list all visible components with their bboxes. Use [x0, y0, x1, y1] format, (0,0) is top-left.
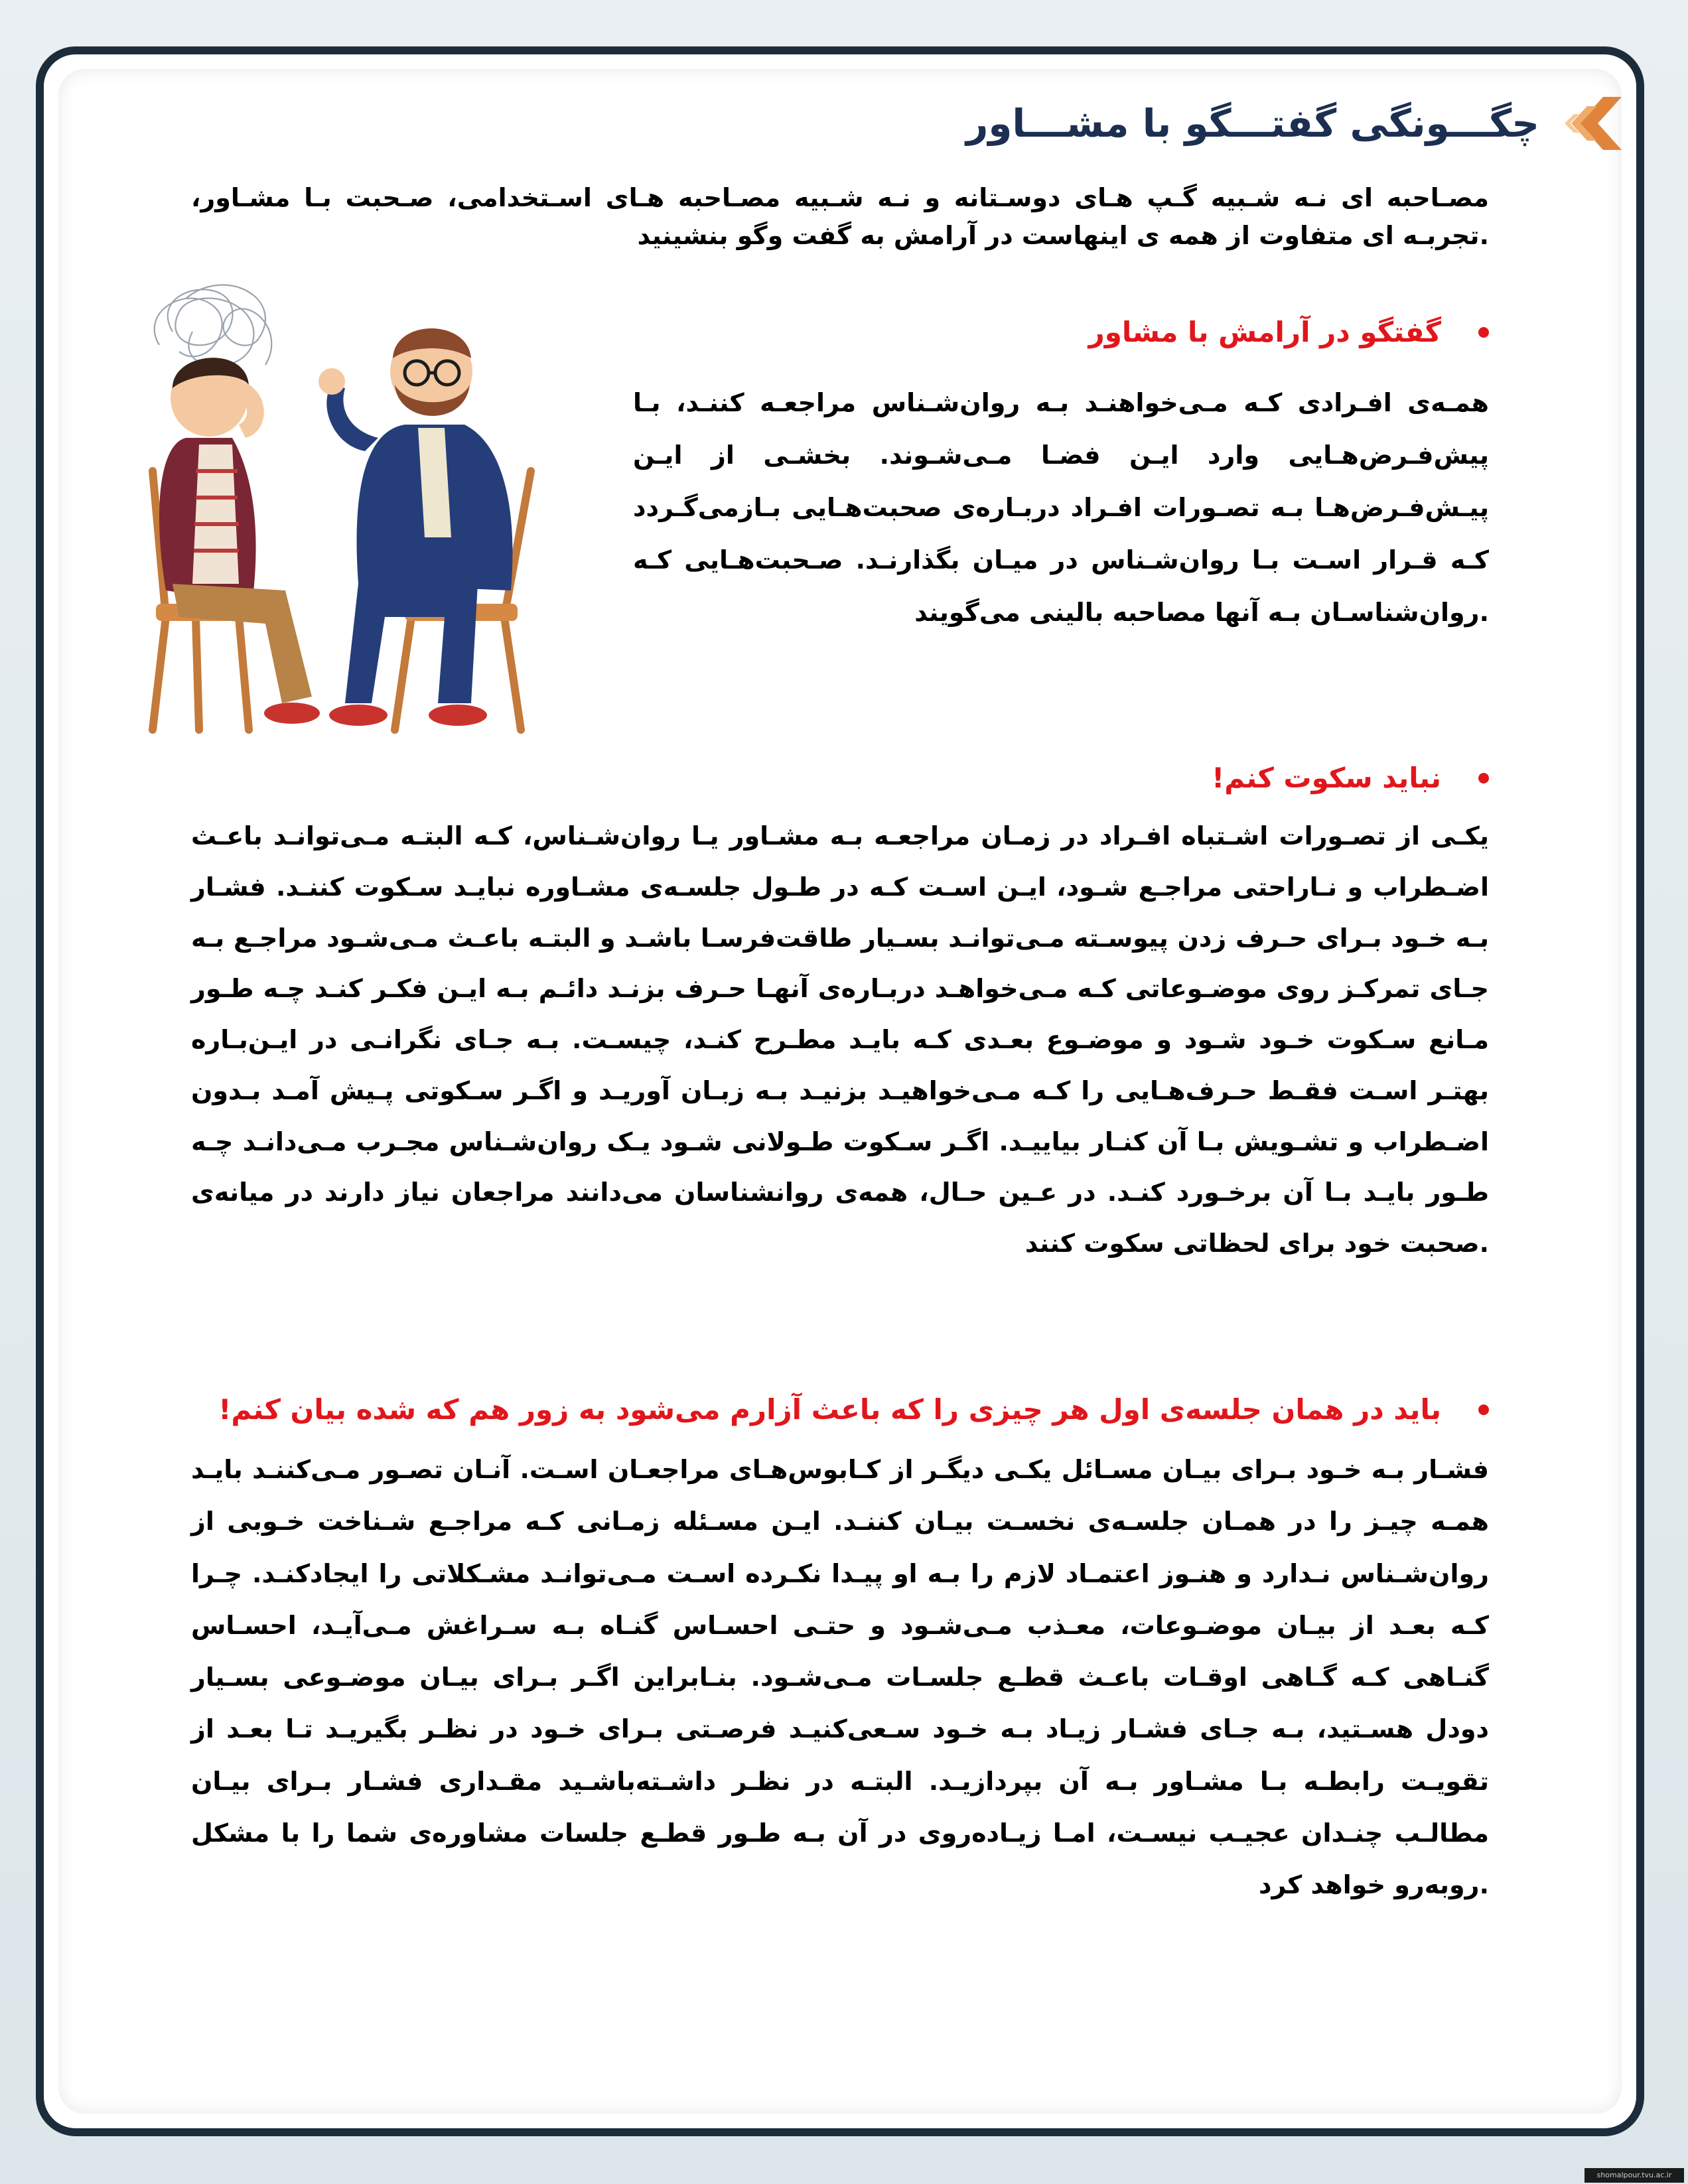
counseling-illustration	[133, 272, 610, 736]
section-2-heading-row	[1212, 762, 1489, 794]
section-3-body: فشـار بـه خـود بـرای بیـان مسـائل یکـی دیگـر از کـابوس‌هـای مراجعـان اسـت. آنـان تصـور مـی‌کننـد بایـد همـه چیـز را در همـان جلسـه‌ی نخسـت بیـان کننـد. ایـن مسـئله زمـانی کـه مراجـع شـناخت خـوبی از روان‌شـناس نـدارد و هنـوز اعتمـاد لازم را بـه او پیـدا نکـرده اسـت مـی‌توانـد مشـکلاتی را ایجادکنـد. چـرا کـه بعـد از بیـان موضـوعات، معـذب مـی‌شـود و حتـی احسـاس گنـاه بـه سـراغش مـی‌آیـد، احسـاس گنـاهی کـه گـاهی اوقـات باعـث قطـع جلسـات مـی‌شـود. بنـابراین اگـر بـرای بیـان موضـوعی بسـیار دودل هسـتید، بـه جـای فشـار زیـاد بـه خـود سـعی‌کنیـد فرصـتی بـرای خـود در نظـر بگیریـد تـا بعـد از تقویـت رابطـه بـا مشـاور بـه آن بپردازیـد. البتـه در نظـر داشـته‌باشـید مقـداری فشـار بـرای بیـان مطالـب چنـدان عجیـب نیسـت، امـا زیـاده‌روی در آن بـه طـور قطـع جلسات مشاوره‌ی شما را با مشکل روبه‌رو خواهد کرد.	[191, 1455, 1489, 1900]
bullet-icon	[1478, 1404, 1489, 1415]
title-row	[966, 93, 1630, 154]
page-title: چگـــونگی گفتـــگو با مشـــاور	[965, 101, 1539, 146]
section-1-body: همـه‌ی افـرادی کـه مـی‌خواهنـد بـه روان‌شـناس مراجعـه کننـد، بـا پیش‌فـرض‌هـایی وارد ایـن فضـا مـی‌شـوند. بخشـی از ایـن پیـش‌فـرض‌هـا بـه تصـورات افـراد دربـاره‌ی صحبت‌هـایی بـازمی‌گـردد کـه قـرار اسـت بـا روان‌شـناس در میـان بگذارنـد. صـحبت‌هـایی کـه روان‌شناسـان بـه آنها مصاحبه بالینی می‌گویند.	[633, 388, 1489, 628]
bullet-icon	[1478, 327, 1489, 338]
bullet-icon	[1478, 773, 1489, 784]
chevron-left-icon	[1557, 93, 1630, 154]
site-watermark: shomalpour.tvu.ac.ir	[1584, 2168, 1684, 2183]
section-1-heading: گفتگو در آرامش با مشاور	[1088, 316, 1441, 348]
section-1-heading-row	[1089, 316, 1489, 348]
section-3-heading-row	[218, 1393, 1489, 1426]
section-2-body: یکـی از تصـورات اشـتباه افـراد در زمـان مراجعـه بـه مشـاور یـا روان‌شـناس، کـه البتـه مـی‌توانـد باعـث اضـطراب و نـاراحتی مراجـع شـود، ایـن اسـت کـه در طـول جلسـه‌ی مشـاوره نبایـد سـکوت کننـد. فشـار بـه خـود بـرای حـرف زدن پیوسـته مـی‌توانـد بسـیار طاقت‌فرسـا باشـد و البتـه باعـث مـی‌شـود مراجـع بـه جـای تمرکـز روی موضـوعاتی کـه مـی‌خواهـد دربـاره‌ی آنهـا حـرف بزنـد دائـم بـه ایـن فکـر کنـد چـه طـور مـانع سـکوت خـود شـود و موضـوع بعـدی کـه بایـد مطـرح کنـد، چیسـت. بـه جـای نگرانـی در ایـن‌بـاره بهتـر اسـت فقـط حـرف‌هـایی را کـه مـی‌خواهیـد بزنیـد بـه زبـان آوریـد و اگـر سـکوتی پـیش آمـد بـدون اضـطراب و تشـویش بـا آن کنـار بیاییـد. اگـر سـکوت طـولانی شـود یـک روان‌شـناس مجـرب مـی‌دانـد چـه طـور بایـد بـا آن برخـورد کنـد. در عـین حـال، همه‌ی روانشناسان می‌دانند مراجعان نیاز دارند در میانه‌ی صحبت خود برای لحظاتی سکوت کنند.	[191, 821, 1489, 1258]
intro-paragraph: مصـاحبه ای نـه شـبیه گـپ هـای دوسـتانه و نـه شـبیه مصـاحبه هـای اسـتخدامی، صـحبت بـا مشـاور، تجربـه ای متفاوت از همه ی اینهاست در آرامش به گفت وگو بنشینید.	[191, 183, 1489, 250]
section-3-heading: باید در همان جلسه‌ی اول هر چیزی را که باعث آزارم می‌شود به زور هم که شده بیان کنم!	[218, 1393, 1441, 1426]
section-2-heading: نباید سکوت کنم!	[1212, 762, 1441, 794]
